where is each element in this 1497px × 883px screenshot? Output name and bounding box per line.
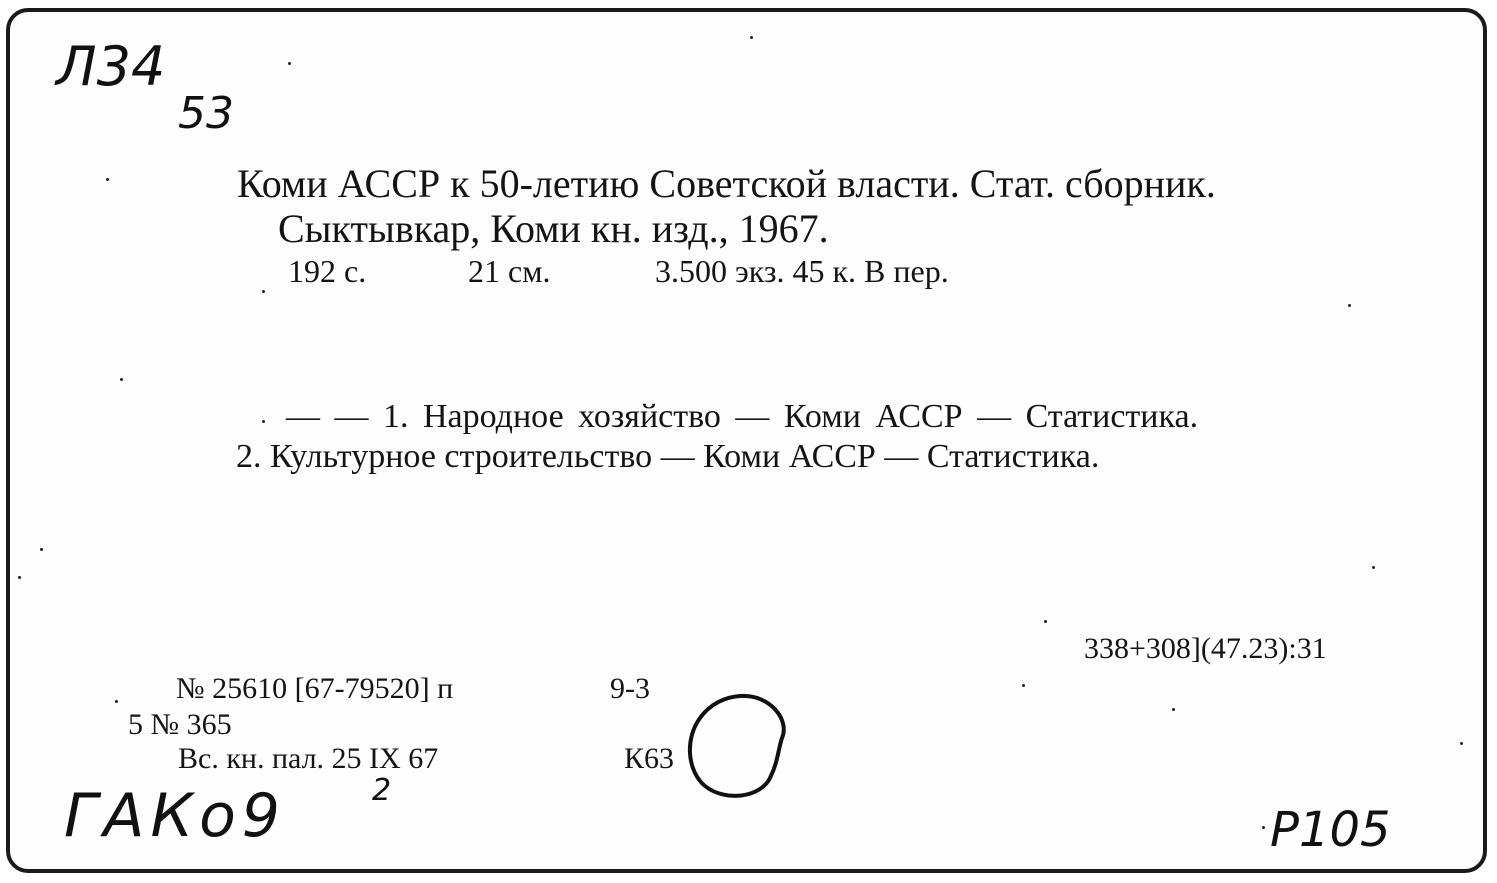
print-speck <box>1022 684 1025 687</box>
print-speck <box>1044 620 1047 623</box>
print-speck <box>1172 708 1175 711</box>
author-mark: К63 <box>624 742 675 775</box>
print-speck <box>1372 566 1375 569</box>
order-code: 9-3 <box>610 672 650 705</box>
print-speck <box>1460 742 1463 745</box>
print-speck <box>115 700 118 703</box>
handwritten-shelfmark: Л34 <box>56 35 166 98</box>
number-line: 5 № 365 <box>128 708 232 741</box>
print-speck <box>288 62 291 65</box>
collation-pages: 192 с. <box>288 253 367 289</box>
collation-size: 21 см. <box>468 253 551 289</box>
collation-print-run-price: 3.500 экз. 45 к. В пер. <box>655 253 949 289</box>
order-number: № 25610 [67-79520] п <box>176 672 454 705</box>
print-speck <box>40 548 43 551</box>
print-speck <box>1262 826 1265 829</box>
handwritten-archive-mark-sup: 2 <box>372 773 392 808</box>
print-speck <box>262 420 265 423</box>
handwritten-shelfmark-fraction: 53 <box>178 88 234 139</box>
imprint-line: Сыктывкар, Коми кн. изд., 1967. <box>278 206 829 251</box>
tracings-line-1: — — 1. Народное хозяйство — Коми АССР — Статистика. <box>286 398 1199 435</box>
print-speck <box>18 576 21 579</box>
handwritten-archive-mark: ГАКо9 <box>64 781 286 851</box>
book-chamber-line: Вс. кн. пал. 25 IX 67 <box>178 742 439 775</box>
handwritten-storage-code: Р105 <box>1270 802 1391 858</box>
classification-index: 338+308](47.23):31 <box>1084 632 1327 665</box>
print-speck <box>106 178 109 181</box>
print-speck <box>262 290 265 293</box>
print-speck <box>750 36 753 39</box>
title-line: Коми АССР к 50-летию Советской власти. Стат. сборник. <box>237 161 1216 206</box>
tracings-line-2: 2. Культурное строительство — Коми АССР — Статистика. <box>236 438 1100 475</box>
print-speck <box>1348 304 1351 307</box>
print-speck <box>120 378 123 381</box>
